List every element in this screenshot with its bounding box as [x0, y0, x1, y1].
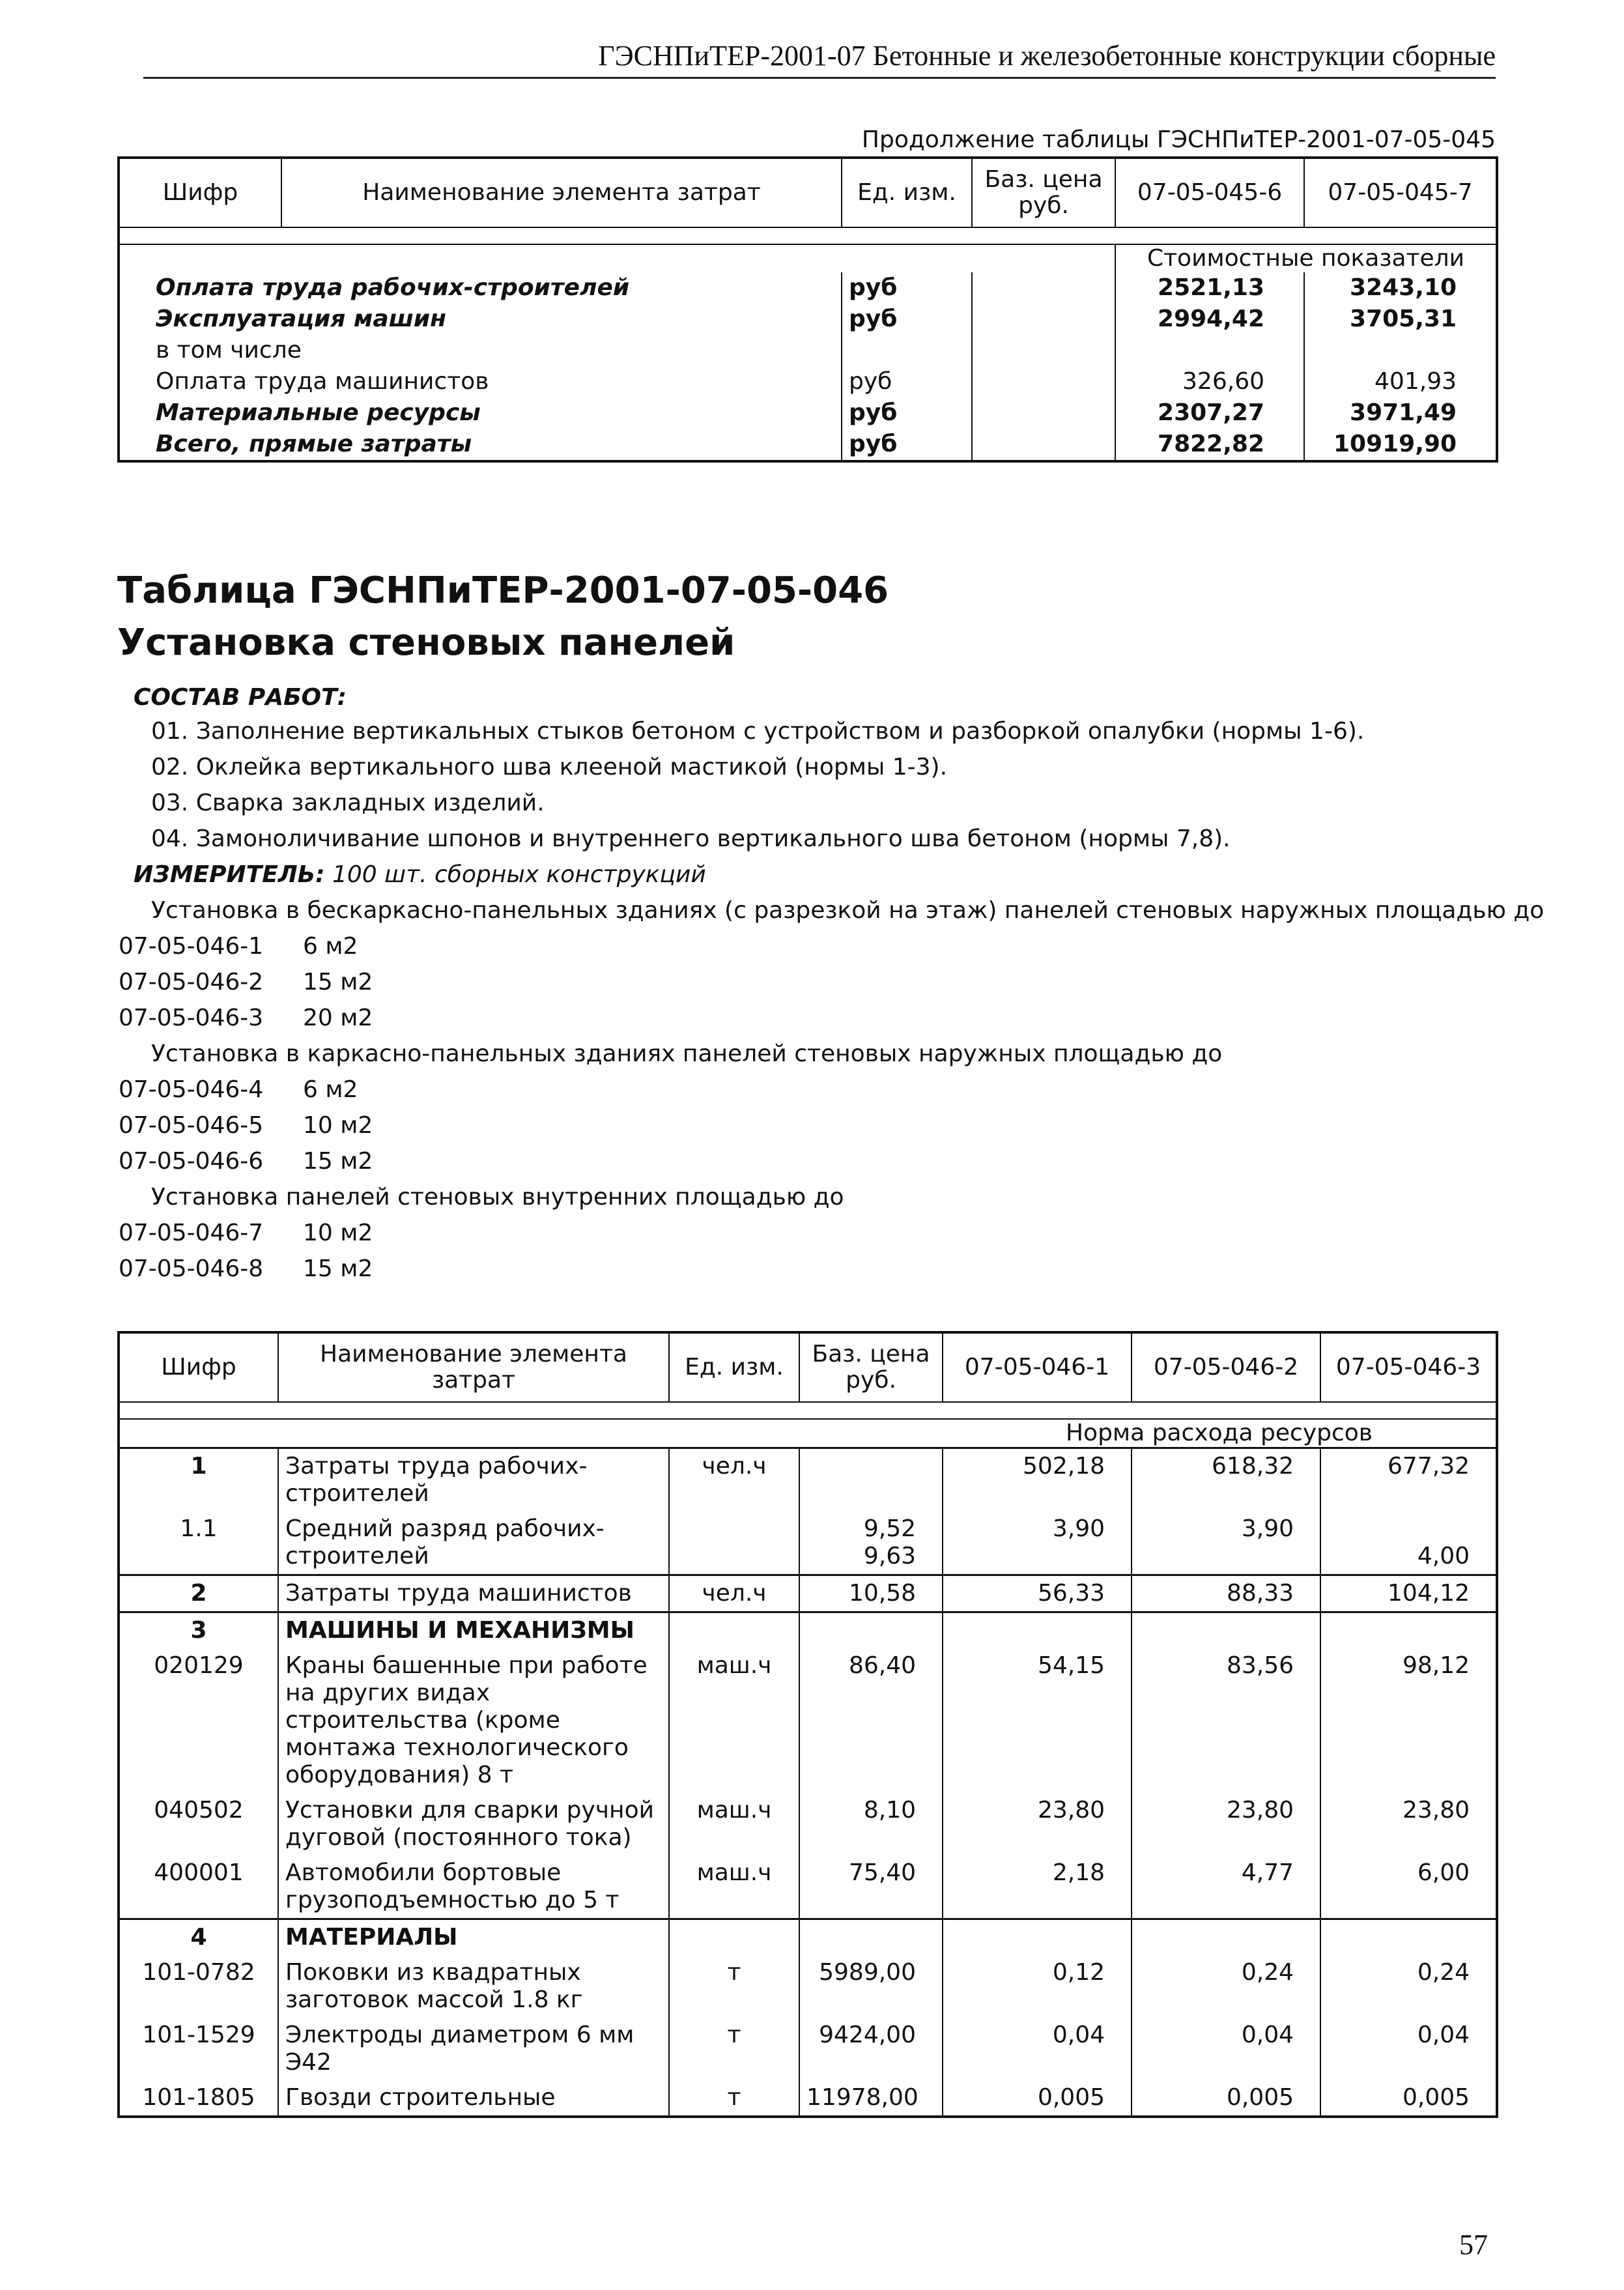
resource-code: 3 — [119, 1612, 278, 1649]
value-cell — [1304, 335, 1497, 366]
norm-code: 07-05-046-3 — [119, 1005, 264, 1031]
table1-subheader: Стоимостные показатели — [1115, 244, 1497, 272]
table2-row — [119, 1955, 1497, 2018]
unit-cell: чел.ч — [669, 1448, 799, 1512]
resource-name: Краны башенные при работе на других видах строительства (кроме монтажа технологического оборудования) 8 т — [278, 1648, 669, 1793]
cost-item-name: Эксплуатация машин — [119, 304, 842, 335]
value-cell: 7822,82 — [1115, 429, 1304, 461]
norm-value: 54,15 — [943, 1648, 1132, 1793]
work-item: 02. Оклейка вертикального шва клееной мастикой (нормы 1-3). — [151, 754, 948, 780]
norm-value: 0,24 — [1132, 1955, 1320, 2018]
norm-value: 0,04 — [943, 2018, 1132, 2080]
resource-name: Гвозди строительные — [278, 2080, 669, 2117]
base-price: 9424,00 — [799, 2018, 943, 2080]
value-cell — [972, 272, 1115, 304]
work-composition-heading: СОСТАВ РАБОТ: — [134, 684, 347, 711]
unit-cell — [669, 1919, 799, 1956]
value-cell: 326,60 — [1115, 366, 1304, 397]
value-cell: 2994,42 — [1115, 304, 1304, 335]
base-price — [799, 1919, 943, 1956]
unit-cell — [669, 1612, 799, 1649]
base-price — [799, 1612, 943, 1649]
table2-row — [119, 2080, 1497, 2117]
resource-name: МАТЕРИАЛЫ — [278, 1919, 669, 1956]
value-cell — [1115, 335, 1304, 366]
value-cell: 401,93 — [1304, 366, 1497, 397]
resource-name: Затраты труда машинистов — [278, 1575, 669, 1612]
work-item: 04. Замоноличивание шпонов и внутреннего вертикального шва бетоном (нормы 7,8). — [151, 825, 1231, 852]
norm-value: 618,32 — [1132, 1448, 1320, 1512]
base-price: 9,52 9,63 — [799, 1511, 943, 1575]
table1-col-header: Шифр — [119, 158, 281, 227]
resource-name: Установки для сварки ручной дуговой (постоянного тока) — [278, 1793, 669, 1855]
table2-subheader-row — [119, 1419, 1497, 1448]
table2-row — [119, 1612, 1497, 1649]
cost-item-name: Всего, прямые затраты — [119, 429, 842, 461]
norm-value: 502,18 — [943, 1448, 1132, 1512]
unit-cell: чел.ч — [669, 1575, 799, 1612]
table1-caption: Продолжение таблицы ГЭСНПиТЕР-2001-07-05-045 — [861, 126, 1496, 153]
norm-value — [943, 1612, 1132, 1649]
cost-item-name: в том числе — [119, 335, 842, 366]
resource-code: 400001 — [119, 1855, 278, 1919]
group-heading: Установка в бескаркасно-панельных зданиях (с разрезкой на этаж) панелей стеновых наружных площадью до — [151, 897, 1545, 924]
norm-value: 4,77 — [1132, 1855, 1320, 1919]
value-cell: 10919,90 — [1304, 429, 1497, 461]
resource-name: МАШИНЫ И МЕХАНИЗМЫ — [278, 1612, 669, 1649]
norm-code: 07-05-046-4 — [119, 1076, 264, 1103]
table1-gap-row — [119, 227, 1497, 244]
norm-value: 83,56 — [1132, 1648, 1320, 1793]
meter-value: 100 шт. сборных конструкций — [332, 861, 706, 888]
table2-subheader: Норма расхода ресурсов — [943, 1419, 1497, 1448]
table2-row — [119, 1448, 1497, 1512]
value-cell — [972, 366, 1115, 397]
norm-value: 0,04 — [1132, 2018, 1320, 2080]
resource-code: 020129 — [119, 1648, 278, 1793]
norm-value — [1320, 1612, 1497, 1649]
cost-table-045 — [117, 156, 1498, 463]
norm-value: 3,90 — [943, 1511, 1132, 1575]
value-cell — [972, 304, 1115, 335]
table1-header-row — [119, 158, 1497, 227]
table1-row — [119, 429, 1497, 461]
norm-code: 07-05-046-1 — [119, 933, 264, 960]
unit-cell: руб — [842, 272, 972, 304]
norm-value: 6 м2 — [303, 1076, 358, 1103]
norm-value: 15 м2 — [303, 1255, 373, 1282]
norm-code: 07-05-046-5 — [119, 1112, 264, 1139]
norm-value: 56,33 — [943, 1575, 1132, 1612]
table2-row — [119, 1793, 1497, 1855]
resource-code: 1.1 — [119, 1511, 278, 1575]
table1-col-header: 07-05-045-7 — [1304, 158, 1497, 227]
work-item: 03. Сварка закладных изделий. — [151, 790, 545, 816]
table2-row — [119, 1648, 1497, 1793]
table1-subheader-row — [119, 244, 1497, 272]
table1-col-header: 07-05-045-6 — [1115, 158, 1304, 227]
resource-name: Поковки из квадратных заготовок массой 1.8 кг — [278, 1955, 669, 2018]
unit-cell: руб — [842, 397, 972, 429]
table2-row — [119, 1855, 1497, 1919]
table2-col-header: Ед. изм. — [669, 1332, 799, 1402]
norm-value — [1320, 1919, 1497, 1956]
unit-cell: маш.ч — [669, 1855, 799, 1919]
norm-value: 20 м2 — [303, 1005, 373, 1031]
unit-cell: руб — [842, 366, 972, 397]
norm-code: 07-05-046-8 — [119, 1255, 264, 1282]
norm-value: 0,005 — [943, 2080, 1132, 2117]
resource-code: 101-1529 — [119, 2018, 278, 2080]
page-header: ГЭСНПиТЕР-2001-07 Бетонные и железобетонные конструкции сборные — [598, 40, 1496, 72]
header-rule — [143, 77, 1496, 79]
table1-col-header: Ед. изм. — [842, 158, 972, 227]
table2-col-header: 07-05-046-1 — [943, 1332, 1132, 1402]
table1-row — [119, 335, 1497, 366]
group-heading: Установка панелей стеновых внутренних площадью до — [151, 1184, 844, 1210]
norm-code: 07-05-046-6 — [119, 1148, 264, 1175]
base-price — [799, 1448, 943, 1512]
section-subtitle: Установка стеновых панелей — [117, 622, 735, 664]
norm-value: 15 м2 — [303, 969, 373, 995]
resource-name: Затраты труда рабочих-строителей — [278, 1448, 669, 1512]
norm-value: 104,12 — [1320, 1575, 1497, 1612]
table1-row — [119, 304, 1497, 335]
resource-code: 2 — [119, 1575, 278, 1612]
norm-value: 98,12 — [1320, 1648, 1497, 1793]
base-price: 5989,00 — [799, 1955, 943, 2018]
value-cell: 2521,13 — [1115, 272, 1304, 304]
norm-value: 88,33 — [1132, 1575, 1320, 1612]
base-price: 11978,00 — [799, 2080, 943, 2117]
unit-cell: руб — [842, 429, 972, 461]
norm-code: 07-05-046-7 — [119, 1220, 264, 1246]
meter-label: ИЗМЕРИТЕЛЬ: — [134, 861, 325, 888]
table2-col-header: Баз. цена руб. — [799, 1332, 943, 1402]
resource-code: 101-0782 — [119, 1955, 278, 2018]
table2-gap-row — [119, 1402, 1497, 1419]
table1-col-header: Баз. цена руб. — [972, 158, 1115, 227]
table2-row — [119, 1575, 1497, 1612]
value-cell — [972, 335, 1115, 366]
cost-item-name: Материальные ресурсы — [119, 397, 842, 429]
table1-row — [119, 366, 1497, 397]
norm-value: 2,18 — [943, 1855, 1132, 1919]
base-price: 75,40 — [799, 1855, 943, 1919]
norm-value: 15 м2 — [303, 1148, 373, 1175]
value-cell: 3243,10 — [1304, 272, 1497, 304]
table2-row — [119, 1919, 1497, 1956]
table2-row — [119, 2018, 1497, 2080]
resource-table-046 — [117, 1331, 1498, 2118]
table1-row — [119, 272, 1497, 304]
unit-cell: т — [669, 1955, 799, 2018]
norm-value: 10 м2 — [303, 1112, 373, 1139]
value-cell — [972, 397, 1115, 429]
table1-row — [119, 397, 1497, 429]
value-cell: 3971,49 — [1304, 397, 1497, 429]
norm-code: 07-05-046-2 — [119, 969, 264, 995]
value-cell: 3705,31 — [1304, 304, 1497, 335]
norm-value: 23,80 — [943, 1793, 1132, 1855]
norm-value: 0,24 — [1320, 1955, 1497, 2018]
norm-value: 6,00 — [1320, 1855, 1497, 1919]
value-cell: 2307,27 — [1115, 397, 1304, 429]
section-title: Таблица ГЭСНПиТЕР-2001-07-05-046 — [117, 569, 889, 612]
norm-value — [1132, 1919, 1320, 1956]
resource-name: Автомобили бортовые грузоподъемностью до 5 т — [278, 1855, 669, 1919]
unit-cell: маш.ч — [669, 1648, 799, 1793]
base-price: 86,40 — [799, 1648, 943, 1793]
table2-col-header: Наименование элемента затрат — [278, 1332, 669, 1402]
norm-value: 0,005 — [1132, 2080, 1320, 2117]
norm-value: 0,12 — [943, 1955, 1132, 2018]
norm-value: 23,80 — [1320, 1793, 1497, 1855]
resource-name: Средний разряд рабочих-строителей — [278, 1511, 669, 1575]
base-price: 10,58 — [799, 1575, 943, 1612]
table1-col-header: Наименование элемента затрат — [281, 158, 842, 227]
table2-col-header: 07-05-046-3 — [1320, 1332, 1497, 1402]
norm-value — [1132, 1612, 1320, 1649]
norm-value: 0,005 — [1320, 2080, 1497, 2117]
unit-cell: т — [669, 2080, 799, 2117]
norm-value: 3,90 — [1132, 1511, 1320, 1575]
norm-value — [943, 1919, 1132, 1956]
unit-cell: руб — [842, 304, 972, 335]
resource-code: 101-1805 — [119, 2080, 278, 2117]
base-price: 8,10 — [799, 1793, 943, 1855]
table2-col-header: 07-05-046-2 — [1132, 1332, 1320, 1402]
work-item: 01. Заполнение вертикальных стыков бетоном с устройством и разборкой опалубки (нормы 1-6). — [151, 718, 1365, 745]
resource-code: 4 — [119, 1919, 278, 1956]
table2-row — [119, 1511, 1497, 1575]
table2-col-header: Шифр — [119, 1332, 278, 1402]
unit-cell — [842, 335, 972, 366]
cost-item-name: Оплата труда рабочих-строителей — [119, 272, 842, 304]
table2-header-row — [119, 1332, 1497, 1402]
unit-cell: маш.ч — [669, 1793, 799, 1855]
norm-value: 6 м2 — [303, 933, 358, 960]
page-number: 57 — [1459, 2229, 1488, 2261]
value-cell — [972, 429, 1115, 461]
unit-cell — [669, 1511, 799, 1575]
norm-value: 10 м2 — [303, 1220, 373, 1246]
meter-line — [134, 860, 706, 890]
norm-value: 4,00 — [1320, 1511, 1497, 1575]
norm-value: 23,80 — [1132, 1793, 1320, 1855]
resource-code: 040502 — [119, 1793, 278, 1855]
group-heading: Установка в каркасно-панельных зданиях панелей стеновых наружных площадью до — [151, 1040, 1223, 1067]
resource-code: 1 — [119, 1448, 278, 1512]
norm-value: 0,04 — [1320, 2018, 1497, 2080]
unit-cell: т — [669, 2018, 799, 2080]
cost-item-name: Оплата труда машинистов — [119, 366, 842, 397]
resource-name: Электроды диаметром 6 мм Э42 — [278, 2018, 669, 2080]
norm-value: 677,32 — [1320, 1448, 1497, 1512]
